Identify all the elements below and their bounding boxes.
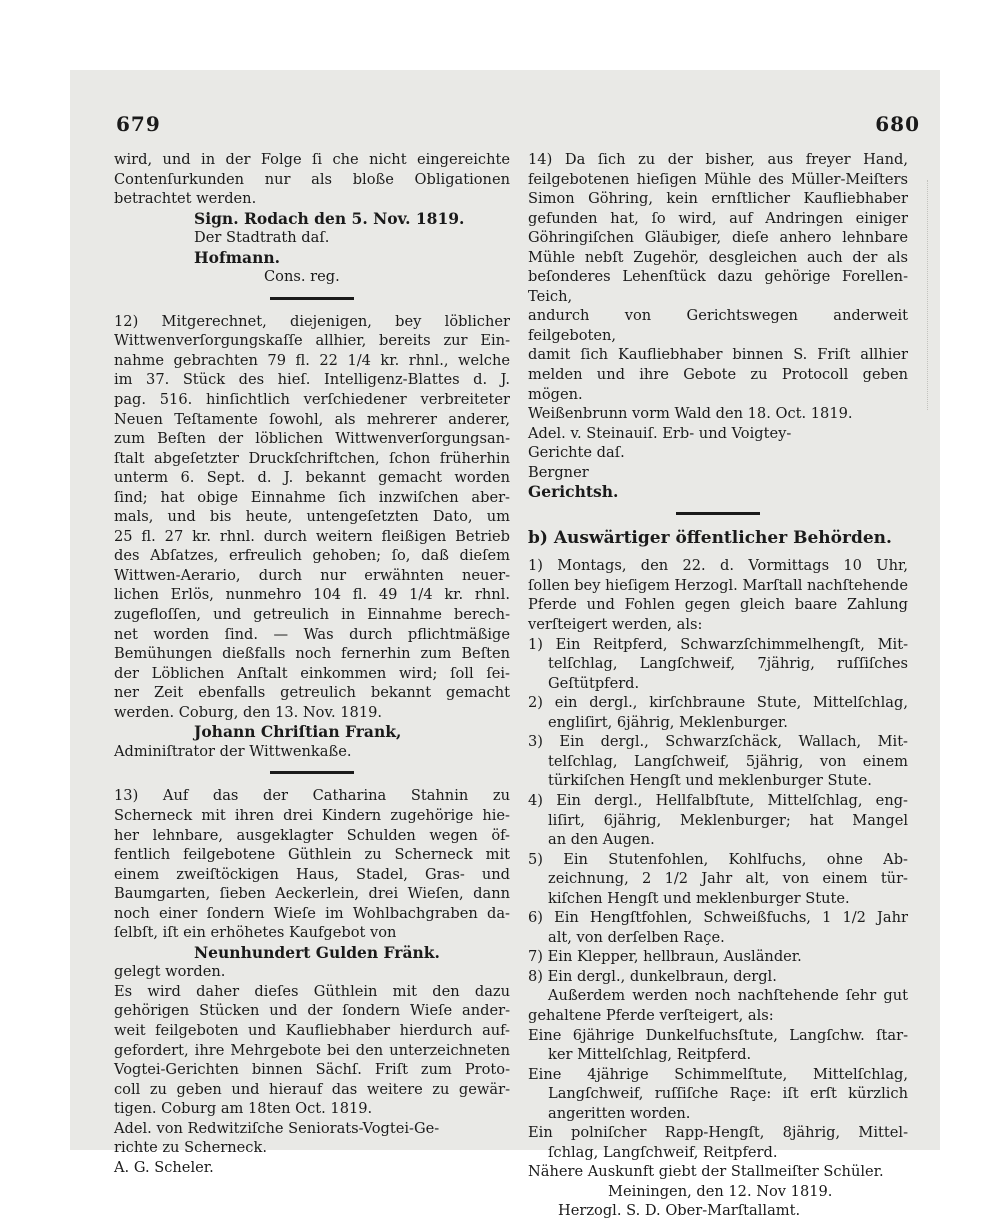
text-line: beſonderes Lehenſtück dazu gehörige Forellen-Teich, <box>528 268 908 305</box>
text-line: nahme gebrachten 79 fl. 22 1/4 kr. rhnl., welche <box>114 351 510 369</box>
notice-11-end <box>114 150 510 287</box>
text-line: 1) Montags, den 22. d. Vormittags 10 Uhr, <box>528 557 908 575</box>
text-line: 6) Ein Hengſtfohlen, Schweißfuchs, 1 1/2 Jahr <box>528 909 908 927</box>
text-line: werden. Coburg, den 13. Nov. 1819. <box>114 703 383 721</box>
text-line: Wittwen-Aerario, durch nur erwähnten neuer- <box>114 566 510 584</box>
page-number-right: 680 <box>875 112 920 136</box>
list-item <box>528 732 908 791</box>
list-item <box>528 967 908 987</box>
text-line: 8) Ein dergl., dunkelbraun, dergl. <box>528 967 777 985</box>
text-line: tigen. Coburg am 18ten Oct. 1819. <box>114 1100 373 1118</box>
text-line: gefunden hat, ſo wird, auf Andringen einiger <box>528 209 908 227</box>
list-item <box>528 635 908 694</box>
text-line: gehörigen Stücken und der ſondern Wieſe ander- <box>114 1002 510 1020</box>
text-line: alt, von derſelben Raçe. <box>548 928 725 946</box>
text-line: Vogtei-Gerichten binnen Sächſ. Friſt zum Proto- <box>114 1061 510 1079</box>
text-line: engliſirt, 6jährig, Meklenburger. <box>548 713 788 731</box>
text-line: kiſchen Hengſt und meklenburger Stute. <box>548 889 850 907</box>
list-item <box>528 908 908 947</box>
text-line: ner Zeit ebenfalls getreulich bekannt gemacht <box>114 684 510 702</box>
text-line: lichen Erlös, nunmehro 104 fl. 49 1/4 kr. rhnl. <box>114 586 510 604</box>
section-heading: b) Auswärtiger öffentlicher Behörden. <box>528 527 892 548</box>
text-line: 5) Ein Stutenfohlen, Kohlfuchs, ohne Ab- <box>528 850 908 868</box>
text-line: Wittwenverſorgungskaſſe allhier, bereits zur Ein- <box>114 332 510 350</box>
text-line: Ein polniſcher Rapp-Hengſt, 8jährig, Mittel- <box>528 1124 908 1142</box>
text-line: fentlich feilgebotene Güthlein zu Scherneck mit <box>114 846 510 864</box>
list-item <box>528 1065 908 1124</box>
divider <box>270 297 354 300</box>
text-line: damit ſich Kaufliebhaber binnen S. Friſt allhier <box>528 346 908 364</box>
text-line: gehaltene Pferde verſteigert, als: <box>528 1006 774 1024</box>
text-line: her lehnbare, ausgeklagter Schulden wegen öf- <box>114 826 510 844</box>
text-line: ker Mittelſchlag, Reitpferd. <box>548 1046 752 1064</box>
text-line: 2) ein dergl., kirſchbraune Stute, Mittelſchlag, <box>528 694 908 712</box>
signature-line: Gerichte daſ. <box>528 444 625 462</box>
signature-line: Adel. von Redwitziſche Seniorats-Vogtei-Ge- <box>114 1119 440 1137</box>
signature-line: richte zu Scherneck. <box>114 1139 267 1157</box>
bleed-through-edge <box>927 180 942 410</box>
text-line: Contenſurkunden nur als bloße Obligationen <box>114 170 510 188</box>
text-line: des Abſatzes, erfreulich gehoben; ſo, daß dieſem <box>114 547 510 565</box>
list-item <box>528 850 908 909</box>
signature-cons: Cons. reg. <box>264 268 340 286</box>
text-line: betrachtet werden. <box>114 190 257 208</box>
newspaper-page <box>70 70 940 1220</box>
text-line: feilgebotenen hieſigen Mühle des Müller-Meiſters <box>528 170 908 188</box>
text-line: ſtalt abgeſetzter Druckſchriftchen, ſchon früherhin <box>114 449 510 467</box>
text-line: Baumgarten, ſieben Aeckerlein, drei Wieſen, dann <box>114 885 510 903</box>
text-line: pag. 516. hinſichtlich verſchiedener verbreiteter <box>114 391 510 409</box>
text-line: zum Beſten der löblichen Wittwenverſorgungsan- <box>114 430 510 448</box>
page-number-left: 679 <box>116 112 161 136</box>
text-line: ſind; hat obige Einnahme ſich inzwiſchen aber- <box>114 488 510 506</box>
text-line: Eine 6jährige Dunkelfuchsſtute, Langſchw. ſtar- <box>528 1026 908 1044</box>
list-item <box>528 1123 908 1162</box>
text-line: Weißenbrunn vorm Wald den 18. Oct. 1819. <box>528 405 853 423</box>
text-line: telſchlag, Langſchweif, 5jährig, von einem <box>548 752 908 770</box>
text-line: liſirt, 6jährig, Meklenburger; hat Mangel <box>548 811 908 829</box>
text-line: 14) Da ſich zu der bisher, aus freyer Hand, <box>528 151 908 168</box>
text-line: mals, und bis heute, untengeſetzten Dato, um <box>114 508 510 526</box>
divider <box>270 771 354 774</box>
signature-line: Adel. v. Steinauiſ. Erb- und Voigtey- <box>528 424 792 442</box>
list-item <box>528 1026 908 1065</box>
text-line: zeichnung, 2 1/2 Jahr alt, von einem tür- <box>548 870 908 888</box>
text-line: wird, und in der Folge ſi che nicht eingereichte <box>114 151 510 168</box>
notice-b1 <box>528 556 908 1221</box>
notice-12 <box>114 312 510 762</box>
text-line: 25 fl. 27 kr. rhnl. durch weitern fleißigen Betrieb <box>114 527 510 545</box>
text-line: melden und ihre Gebote zu Protocoll geben mögen. <box>528 366 908 403</box>
list-item <box>528 791 908 850</box>
text-line: einem zweiſtöckigen Haus, Stadel, Gras- und <box>114 865 510 883</box>
text-line: 12) Mitgerechnet, diejenigen, bey löblicher <box>114 312 510 330</box>
text-line: weit feilgeboten und Kaufliebhaber hierdurch auf- <box>114 1021 510 1039</box>
text-line: unterm 6. Sept. d. J. bekannt gemacht worden <box>114 469 510 487</box>
signature-title: Gerichtsh. <box>528 482 619 502</box>
text-line: 3) Ein dergl., Schwarzſchäck, Wallach, Mit- <box>528 733 908 751</box>
signature-date: Sign. Rodach den 5. Nov. 1819. <box>194 208 465 228</box>
signature-name: Hofmann. <box>194 247 281 267</box>
text-line: ſchlag, Langſchweif, Reitpferd. <box>548 1143 778 1161</box>
text-line: 7) Ein Klepper, hellbraun, Ausländer. <box>528 948 802 966</box>
right-column <box>528 150 908 1221</box>
notice-13 <box>114 786 510 1177</box>
text-line: verſteigert werden, als: <box>528 616 703 634</box>
text-line: gelegt worden. <box>114 963 226 981</box>
text-line: coll zu geben und hierauf das weitere zu gewär- <box>114 1080 510 1098</box>
text-line: net worden ſind. — Was durch pflichtmäßige <box>114 625 510 643</box>
text-line: der Löblichen Anſtalt einkommen wird; ſoll ſei- <box>114 664 510 682</box>
signature-name: Bergner <box>528 463 589 481</box>
signature-name: A. G. Scheler. <box>114 1158 214 1176</box>
text-line: türkiſchen Hengſt und meklenburger Stute. <box>548 772 872 790</box>
list-item <box>528 693 908 732</box>
text-line: Simon Göhring, kein ernſtlicher Kaufliebhaber <box>528 190 908 208</box>
signature-body: Der Stadtrath daſ. <box>194 229 330 247</box>
text-line: Geſtütpferd. <box>548 674 640 692</box>
signature-title: Adminiſtrator der Wittwenkaße. <box>114 742 352 760</box>
text-line: ſollen bey hieſigem Herzogl. Marſtall nachſtehende <box>528 576 908 594</box>
text-line: Neuen Teſtamente ſowohl, als mehrerer anderer, <box>114 410 510 428</box>
notice-14 <box>528 150 908 502</box>
signature-line: Herzogl. S. D. Ober-Marſtallamt. <box>558 1202 801 1220</box>
text-line: im 37. Stück des hieſ. Intelligenz-Blattes d. J. <box>114 371 510 389</box>
text-line: zugefloſſen, und getreulich in Einnahme berech- <box>114 606 510 624</box>
text-line: telſchlag, Langſchweif, 7jährig, ruſſiſches <box>548 655 908 673</box>
text-line: an den Augen. <box>548 831 655 849</box>
list-item <box>528 947 908 967</box>
text-line: Göhringiſchen Gläubiger, dieſe anhero lehnbare <box>528 229 908 247</box>
text-line: Meiningen, den 12. Nov 1819. <box>608 1182 833 1200</box>
text-line: Mühle nebſt Zugehör, desgleichen auch der als <box>528 248 908 266</box>
text-line: Langſchweif, ruſſiſche Raçe: iſt erſt kürzlich <box>548 1085 908 1103</box>
signature-name: Johann Chriſtian Frank, <box>194 722 402 742</box>
text-line: gefordert, ihre Mehrgebote bei den unterzeichneten <box>114 1041 510 1059</box>
text-line: Bemühungen dießfalls noch fernerhin zum Beſten <box>114 645 510 663</box>
text-line: andurch von Gerichtswegen anderweit feilgeboten, <box>528 307 908 344</box>
text-line: Scherneck mit ihren drei Kindern zugehörige hie- <box>114 806 510 824</box>
text-line: noch einer ſondern Wieſe im Wohlbachgraben da- <box>114 904 510 922</box>
text-line: 13) Auf das der Catharina Stahnin zu <box>114 787 510 805</box>
divider <box>676 512 760 515</box>
text-line: Eine 4jährige Schimmelſtute, Mittelſchlag, <box>528 1065 908 1083</box>
text-line: Außerdem werden noch nachſtehende ſehr gut <box>548 987 908 1005</box>
text-line: ſelbſt, iſt ein erhöhetes Kaufgebot von <box>114 924 397 942</box>
text-line: 1) Ein Reitpferd, Schwarzſchimmelhengſt, Mit- <box>528 635 908 653</box>
bid-amount: Neunhundert Gulden Fränk. <box>194 942 440 962</box>
text-line: Es wird daher dieſes Güthlein mit den dazu <box>114 982 510 1000</box>
text-line: angeritten worden. <box>548 1104 691 1122</box>
text-line: Nähere Auskunft giebt der Stallmeiſter Schüler. <box>528 1163 884 1181</box>
text-line: 4) Ein dergl., Hellfalbſtute, Mittelſchlag, eng- <box>528 791 908 809</box>
left-column <box>114 150 510 1177</box>
text-line: Pferde und Fohlen gegen gleich baare Zahlung <box>528 596 908 614</box>
